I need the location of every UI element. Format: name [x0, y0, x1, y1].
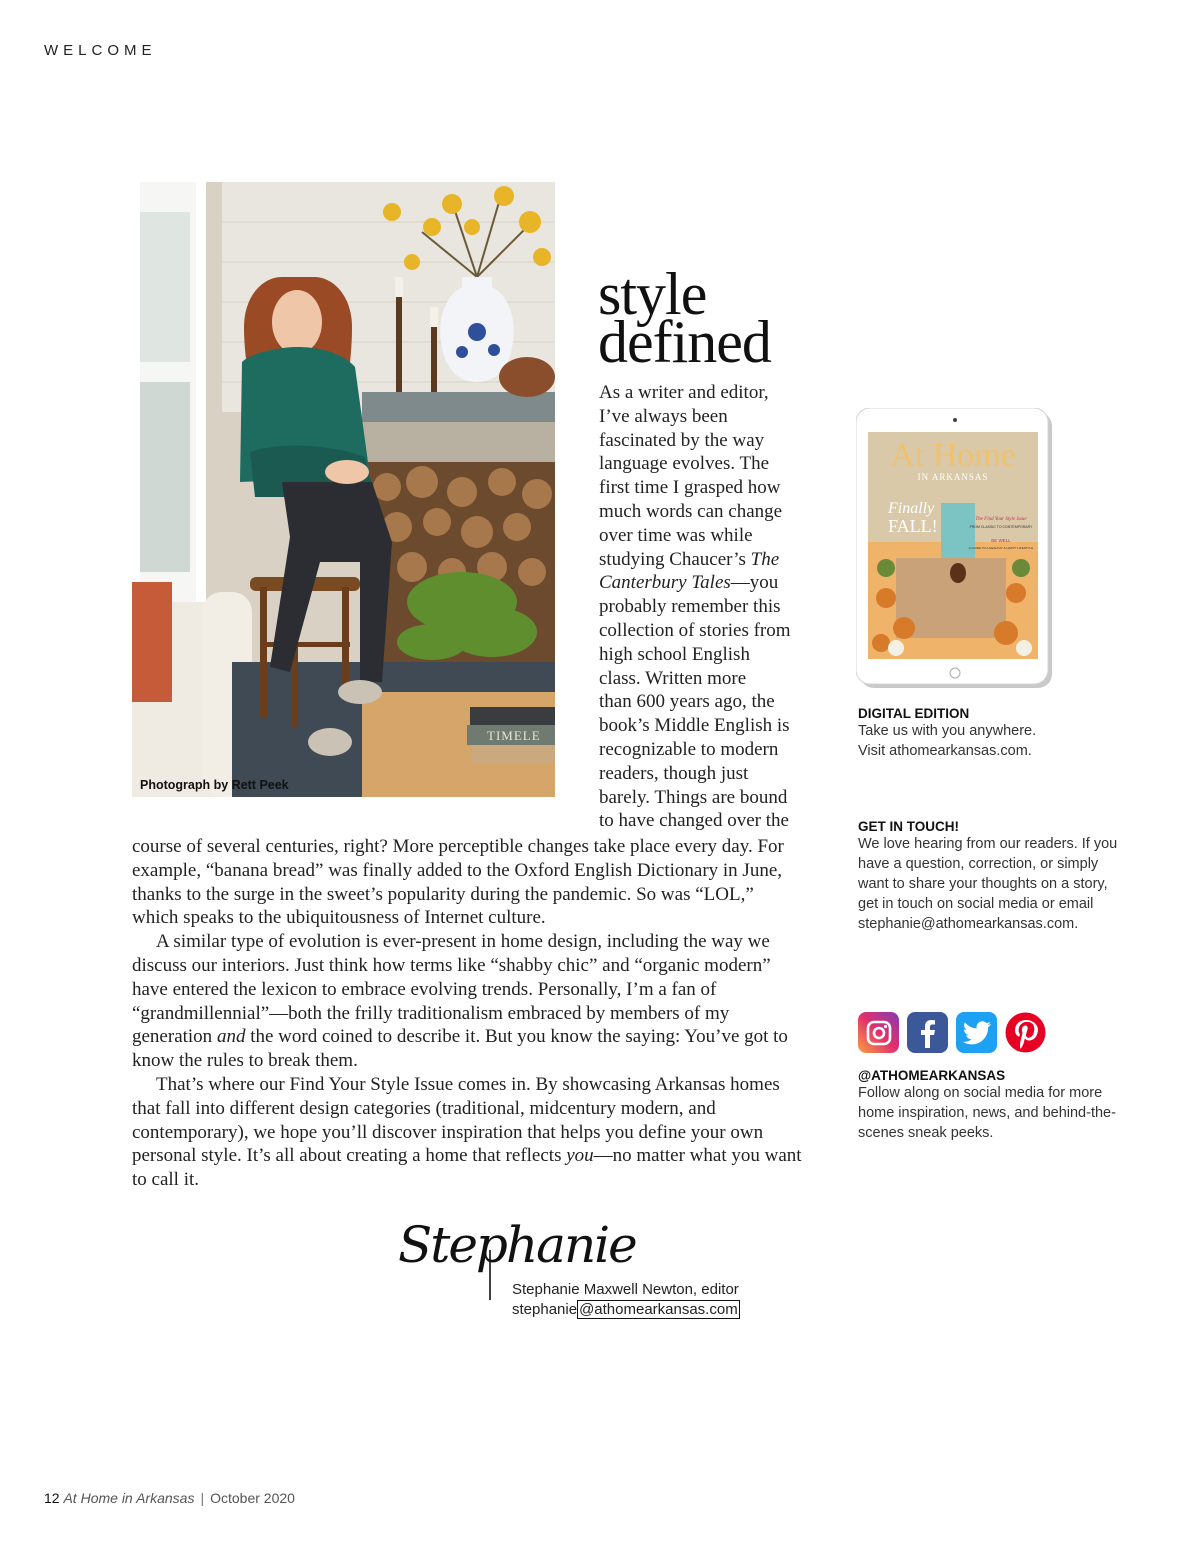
- article-line: much words can change: [599, 500, 783, 522]
- article-text: A similar type of evolution is ever-present in home design, including the way we discuss our interiors. Just think how terms like “shabby chic” and “organic modern” have entered the lexicon to embrace evolving trends. Personally, I’m a fan of “grandmillennial”—both the frilly traditionalism embraced by members of my generation: [132, 931, 771, 1048]
- digital-edition-heading: DIGITAL EDITION: [858, 706, 970, 721]
- article-emphasis: and: [216, 1026, 246, 1048]
- get-in-touch-text: We love hearing from our readers. If you have a question, correction, or simply want to share your thoughts on a story, get in touch on social media or email stephanie@athomearkansas.com.: [858, 836, 1118, 932]
- article-line: [599, 548, 814, 572]
- editor-email[interactable]: [512, 1300, 740, 1320]
- cover-line-2: FALL!: [888, 516, 938, 536]
- article-line: to have changed over the: [599, 810, 789, 832]
- article-line: than 600 years ago, the: [599, 691, 775, 713]
- book-title-the: The: [750, 548, 780, 570]
- article-line: book’s Middle English is: [599, 715, 790, 737]
- section-label: WELCOME: [44, 42, 157, 59]
- magazine-name: At Home in Arkansas: [63, 1490, 195, 1506]
- digital-edition-tablet[interactable]: [856, 408, 1054, 690]
- cover-line-1: Finally: [888, 500, 935, 517]
- cover-masthead: At Home: [890, 437, 1016, 474]
- article-line: over time was while: [599, 524, 753, 546]
- signature-text: Stephanie: [398, 1216, 636, 1274]
- headline-line-1: style: [598, 261, 707, 327]
- sidebar-get-in-touch: [858, 819, 1118, 934]
- sidebar-digital-edition: [858, 706, 1118, 761]
- article-line: As a writer and editor,: [599, 382, 769, 403]
- book-spine-text: TIMELE: [487, 728, 541, 743]
- book-title: Canterbury Tales: [599, 572, 731, 594]
- article-text: —no matter what you want to call it.: [132, 1145, 802, 1191]
- article-line: language evolves. The: [599, 453, 770, 475]
- cover-teaser-title: The Find Your Style Issue: [975, 517, 1027, 522]
- article-line: collection of stories from: [599, 619, 791, 641]
- facebook-icon[interactable]: [907, 1012, 948, 1053]
- article-text: studying Chaucer’s: [599, 548, 751, 570]
- social-handle[interactable]: @ATHOMEARKANSAS: [858, 1068, 1006, 1083]
- article-line: recognizable to modern: [599, 738, 779, 760]
- article-paragraph-1: course of several centuries, right? More perceptible changes take place every day. For example, “banana bread” was finally added to the Oxford English Dictionary in June, thanks to the surge in the sweet’s popularity during the pandemic. So was “LOL,” which speaks to the ubiquitousness of Internet culture.: [132, 836, 784, 929]
- cover-teaser-sub: FROM CLASSIC TO CONTEMPORARY: [969, 525, 1033, 529]
- article-line: high school English: [599, 643, 750, 665]
- cover-teaser-guide: A GUIDE TO A HEALTHY & HAPPY LIFESTYLE: [968, 546, 1034, 550]
- article-column: [599, 381, 814, 833]
- footer-divider: |: [200, 1490, 205, 1506]
- cover-subhead: IN ARKANSAS: [917, 472, 989, 482]
- article-text: the word coined to describe it. But you know the saying: You’ve got to know the rules to break them.: [132, 1026, 788, 1072]
- digital-edition-line-1: Take us with you anywhere.: [858, 723, 1037, 739]
- article-text: That’s where our Find Your Style Issue comes in. By showcasing Arkansas homes that fall into different design categories (traditional, midcentury modern, and contemporary), we hope you’ll discover inspiration that helps you define your own personal style. It’s all about creating a home that reflects: [132, 1073, 780, 1167]
- article-line: class. Written more: [599, 667, 747, 689]
- cover-teaser-well: BE WELL: [991, 538, 1011, 543]
- article-paragraph-3: [132, 1073, 802, 1192]
- sidebar-social: [858, 1068, 1118, 1143]
- page-number: 12: [44, 1490, 60, 1506]
- article-line: [599, 571, 814, 595]
- headline: [598, 261, 771, 375]
- article-body: [132, 835, 802, 1192]
- article-line: fascinated by the way: [599, 429, 765, 451]
- instagram-icon[interactable]: [858, 1012, 899, 1053]
- article-line: probably remember this: [599, 596, 781, 618]
- digital-edition-link[interactable]: Visit athomearkansas.com.: [858, 743, 1032, 759]
- photo-credit: Photograph by Rett Peek: [140, 778, 289, 792]
- headline-line-2: defined: [598, 309, 771, 375]
- editor-credit: [512, 1280, 740, 1320]
- editor-email-user: stephanie: [512, 1301, 578, 1318]
- article-line: barely. Things are bound: [599, 786, 788, 808]
- social-text: Follow along on social media for more home inspiration, news, and behind-the-scenes sneak peeks.: [858, 1085, 1116, 1141]
- article-line: I’ve always been: [599, 405, 728, 427]
- editor-email-domain: @athomearkansas.com: [579, 1301, 738, 1318]
- editor-name: Stephanie Maxwell Newton, editor: [512, 1281, 739, 1298]
- article-line: first time I grasped how: [599, 477, 781, 499]
- article-text: —you: [730, 572, 779, 594]
- issue-date: October 2020: [210, 1490, 295, 1506]
- pinterest-icon[interactable]: [1005, 1012, 1046, 1053]
- editor-photo: [132, 182, 555, 797]
- article-emphasis: you: [566, 1145, 594, 1167]
- article-paragraph-2: [132, 930, 802, 1073]
- page-footer: [44, 1490, 295, 1506]
- get-in-touch-heading: GET IN TOUCH!: [858, 819, 959, 834]
- twitter-icon[interactable]: [956, 1012, 997, 1053]
- social-icons: [858, 1012, 1046, 1053]
- article-line: readers, though just: [599, 762, 749, 784]
